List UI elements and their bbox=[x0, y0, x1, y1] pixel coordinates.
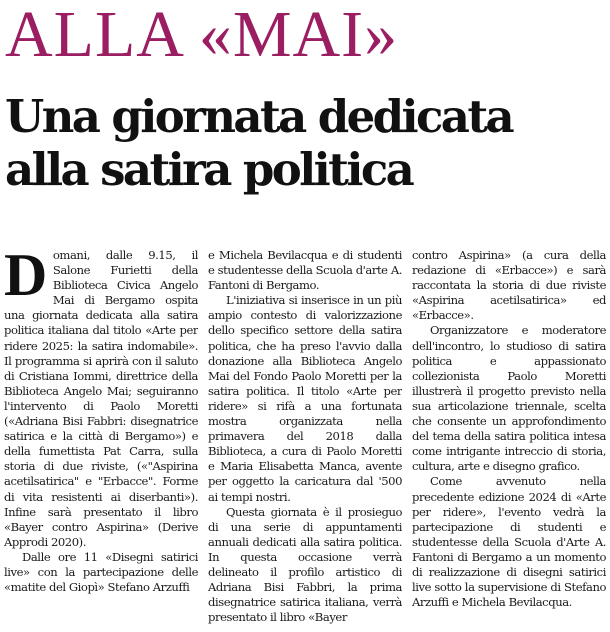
paragraph-1-text: omani, dalle 9.15, il Salone Furietti della Biblioteca Civica Angelo Mai di Bergamo ospita una giornata dedicata alla satira politica italiana dal titolo «Arte per ridere 2025: la satira indomabile». Il programma si aprirà con il saluto di Cristiana Iommi, direttrice della Biblioteca Angelo Mai; seguiranno l'intervento di Paolo Moretti («Adriana Bisi Fabbri: disegnatrice satirica e la città di Bergamo») e della fumettista Pat Carra, sulla storia di due riviste, («"Aspirina acetilsatirica" e "Erbacce". Forme di vita resistenti ai diserbanti»). Infine sarà presentato il libro «Bayer contro Aspirina» (Derive Approdi 2020). bbox=[4, 248, 198, 549]
headline bbox=[5, 90, 605, 196]
kicker: ALLA «MAI» bbox=[5, 0, 399, 71]
headline-line-2: alla satira politica bbox=[5, 143, 413, 196]
article-column-2 bbox=[208, 248, 402, 628]
paragraph-5: Organizzatore e moderatore dell'incontro, lo studioso di satira politica e appassionato collezionista Paolo Moretti illustrerà il progetto previsto nella sua articolazione triennale, scelta che consente un approfondimento del tema della satira politica intesa come intrigante intreccio di storia, cultura, arte e disegno grafico. bbox=[412, 323, 606, 474]
paragraph-continuation: e Michela Bevilacqua e di studenti e studentesse della Scuola d'arte A. Fantoni di Bergamo. bbox=[208, 248, 402, 293]
article-column-1 bbox=[4, 248, 198, 628]
article-column-3 bbox=[412, 248, 606, 628]
headline-line-1: Una giornata dedicata bbox=[5, 90, 513, 143]
paragraph-2: Dalle ore 11 «Disegni satirici live» con la partecipazione delle «matite del Giopì» Stefano Arzuffi bbox=[4, 549, 198, 595]
paragraph-3: L'iniziativa si inserisce in un più ampio contesto di valorizzazione dello specifico settore della satira politica, che ha preso l'avvio dalla donazione alla Biblioteca Angelo Mai del Fondo Paolo Moretti per la satira politica. Il titolo «Arte per ridere» si rifà a una fortunata mostra organizzata nella primavera del 2018 dalla Biblioteca, a cura di Paolo Moretti e Maria Elisabetta Manca, avente per oggetto la caricatura dal '500 ai tempi nostri. bbox=[208, 293, 402, 504]
drop-cap: D bbox=[4, 248, 47, 308]
paragraph-4: Questa giornata è il prosieguo di una serie di appuntamenti annuali dedicati alla satira politica. In questa occasione verrà delineato il profilo artistico di Adriana Bisi Fabbri, la prima disegnatrice satirica italiana, verrà presentato il libro «Bayer bbox=[208, 504, 402, 625]
paragraph-1 bbox=[4, 248, 198, 550]
paragraph-continuation: contro Aspirina» (a cura della redazione di «Erbacce») e sarà raccontata la storia di due riviste «Aspirina acetilsatirica» ed «Erbacce». bbox=[412, 248, 606, 323]
paragraph-6: Come avvenuto nella precedente edizione 2024 di «Arte per ridere», l'evento vedrà la partecipazione di studenti e studentesse della Scuola d'Arte A. Fantoni di Bergamo a un momento di realizzazione di disegni satirici live sotto la supervisione di Stefano Arzuffi e Michela Bevilacqua. bbox=[412, 474, 606, 610]
